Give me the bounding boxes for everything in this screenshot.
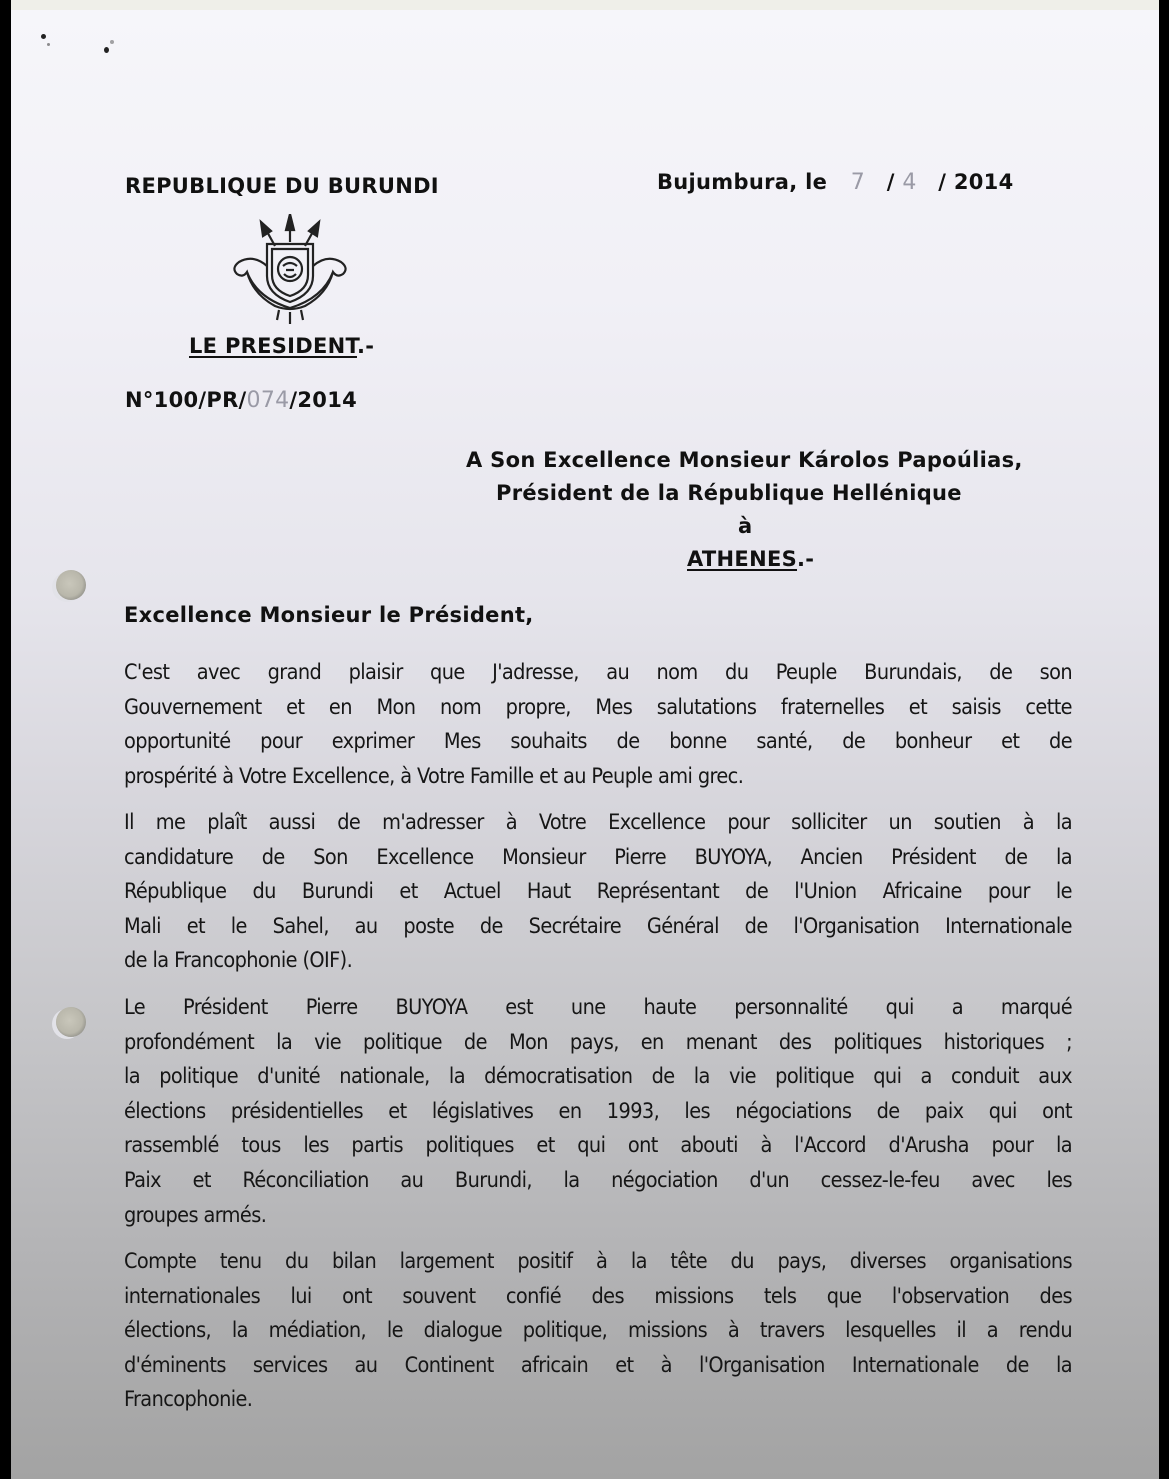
- letter-page: [11, 0, 1159, 1479]
- paragraph-line: candidature de Son Excellence Monsieur Pierre BUYOYA, Ancien Président de la: [124, 844, 1072, 870]
- paragraph-line: opportunité pour exprimer Mes souhaits de bonne santé, de bonheur et de: [124, 729, 1072, 755]
- salutation: Excellence Monsieur le Président,: [124, 603, 534, 627]
- date-year: / 2014: [938, 170, 1014, 194]
- punch-hole: [56, 570, 86, 600]
- paragraph-line: Francophonie.: [124, 1387, 253, 1413]
- office-title: LE PRESIDENT: [189, 334, 357, 358]
- date-month: 4: [902, 170, 917, 195]
- body-paragraph-4: [124, 1245, 1072, 1418]
- recipient-city-suffix: .-: [797, 547, 815, 571]
- recipient-line-1: A Son Excellence Monsieur Károlos Papoúlias,: [466, 448, 1023, 472]
- office-heading: [189, 334, 374, 358]
- paragraph-line: de la Francophonie (OIF).: [124, 948, 353, 974]
- body-paragraph-3: [124, 991, 1072, 1233]
- scan-speck: [104, 47, 109, 53]
- paragraph-line: Paix et Réconciliation au Burundi, la négociation d'un cessez-le-feu avec les: [124, 1167, 1072, 1193]
- coat-of-arms-emblem: [223, 214, 357, 326]
- punch-hole: [56, 1007, 86, 1037]
- recipient-line-2: Président de la République Hellénique: [496, 481, 962, 505]
- paragraph-line: groupes armés.: [124, 1202, 267, 1228]
- reference-handwritten: 074: [246, 388, 290, 413]
- paragraph-line: Compte tenu du bilan largement positif à la tête du pays, diverses organisations: [124, 1249, 1072, 1274]
- recipient-line-3: à: [738, 514, 753, 538]
- scan-speck: [110, 40, 114, 44]
- paragraph-line: Mali et le Sahel, au poste de Secrétaire Général de l'Organisation Internationale: [124, 913, 1072, 939]
- dateline: [657, 170, 1013, 195]
- paragraph-line: élections, la médiation, le dialogue politique, missions à travers lesquelles il a rendu: [124, 1318, 1072, 1344]
- reference-prefix: N°100/PR/: [125, 388, 247, 412]
- body-paragraph-2: [124, 806, 1072, 979]
- paragraph-line: élections présidentielles et législatives en 1993, les négociations de paix qui ont: [124, 1098, 1072, 1124]
- paragraph-line: profondément la vie politique de Mon pays, en menant des politiques historiques ;: [124, 1029, 1072, 1055]
- scan-speck: [47, 43, 50, 46]
- date-day: 7: [850, 170, 866, 195]
- reference-suffix: /2014: [289, 388, 358, 412]
- date-separator: /: [886, 170, 895, 194]
- office-suffix: .-: [356, 334, 375, 358]
- recipient-city-name: ATHENES: [687, 547, 798, 571]
- body-paragraph-1: [124, 656, 1072, 794]
- recipient-city: [687, 547, 814, 571]
- paragraph-line: C'est avec grand plaisir que J'adresse, au nom du Peuple Burundais, de son: [124, 660, 1072, 685]
- reference-number: [125, 388, 357, 413]
- scan-speck: [41, 34, 46, 39]
- paragraph-line: rassemblé tous les partis politiques et qui ont abouti à l'Accord d'Arusha pour la: [124, 1133, 1072, 1159]
- paragraph-line: Le Président Pierre BUYOYA est une haute personnalité qui a marqué: [124, 995, 1072, 1020]
- paragraph-line: la politique d'unité nationale, la démocratisation de la vie politique qui a conduit aux: [124, 1064, 1072, 1090]
- paragraph-line: République du Burundi et Actuel Haut Représentant de l'Union Africaine pour le: [124, 879, 1072, 905]
- paragraph-line: Il me plaît aussi de m'adresser à Votre Excellence pour solliciter un soutien à la: [124, 810, 1072, 835]
- date-place: Bujumbura, le: [657, 170, 828, 194]
- scan-top-edge: [11, 0, 1159, 10]
- paragraph-line: Gouvernement et en Mon nom propre, Mes salutations fraternelles et saisis cette: [124, 694, 1072, 720]
- paragraph-line: d'éminents services au Continent africain et à l'Organisation Internationale de la: [124, 1352, 1072, 1378]
- paragraph-line: prospérité à Votre Excellence, à Votre Famille et au Peuple ami grec.: [124, 763, 744, 789]
- country-heading: REPUBLIQUE DU BURUNDI: [125, 174, 439, 198]
- paragraph-line: internationales lui ont souvent confié des missions tels que l'observation des: [124, 1283, 1072, 1309]
